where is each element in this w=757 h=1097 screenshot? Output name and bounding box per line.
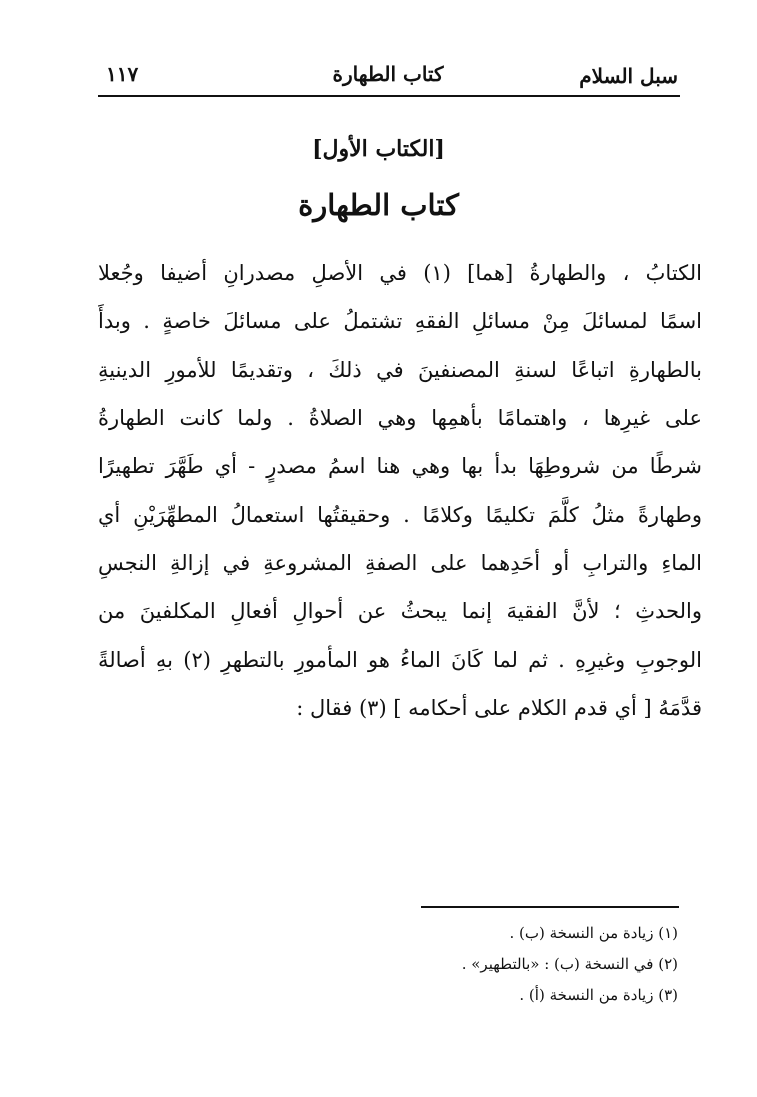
body-line: قدَّمَهُ [ أي قدم الكلام على أحكامه ] (٣) فقال :	[296, 696, 702, 720]
chapter-title: كتاب الطهارة	[332, 62, 444, 86]
main-heading: كتاب الطهارة	[298, 188, 459, 222]
body-line: اسمًا لمسائلَ مِنْ مسائلِ الفقهِ تشتملُ على مسائلَ خاصةٍ . وبدأَ	[98, 309, 702, 333]
body-line: الكتابُ ، والطهارةُ [هما] (١) في الأصلِ مصدرانِ أضيفا وجُعلا	[98, 261, 702, 285]
footnote-2: (٢) في النسخة (ب) : «بالتطهير» .	[461, 955, 678, 973]
body-line: والحدثِ ؛ لأنَّ الفقيهَ إنما يبحثُ عن أحوالِ أفعالِ المكلفينَ من	[98, 599, 702, 623]
section-label: [الكتاب الأول]	[312, 136, 445, 162]
footnote-1: (١) زيادة من النسخة (ب) .	[509, 924, 678, 942]
body-line: على غيرِها ، واهتمامًا بأهمِها وهي الصلاةُ . ولما كانت الطهارةُ	[98, 406, 702, 430]
header-rule	[98, 95, 680, 97]
footnote-3: (٣) زيادة من النسخة (أ) .	[519, 986, 678, 1004]
footnotes	[300, 918, 678, 1011]
running-header	[98, 58, 678, 98]
page-number: ١١٧	[106, 62, 139, 86]
footnote-rule	[421, 906, 679, 908]
body-line: الوجوبِ وغيرِهِ . ثم لما كَانَ الماءُ هو المأمورِ بالتطهرِ (٢) بهِ أصالةً	[98, 648, 702, 672]
body-line: الماءِ والترابِ أو أحَدِهما على الصفةِ المشروعةِ في إزالةِ النجسِ	[98, 551, 702, 575]
body-line: بالطهارةِ اتباعًا لسنةِ المصنفينَ في ذلكَ ، وتقديمًا للأمورِ الدينيةِ	[98, 358, 702, 382]
book-title: سبل السلام	[579, 64, 678, 88]
body-line: وطهارةً مثلُ كلَّمَ تكليمًا وكلامًا . وحقيقتُها استعمالُ المطهِّرَيْنِ أي	[98, 503, 702, 527]
body-line: شرطًا من شروطِهَا بدأ بها وهي هنا اسمُ مصدرٍ - أي طَهَّرَ تطهيرًا	[98, 454, 702, 478]
